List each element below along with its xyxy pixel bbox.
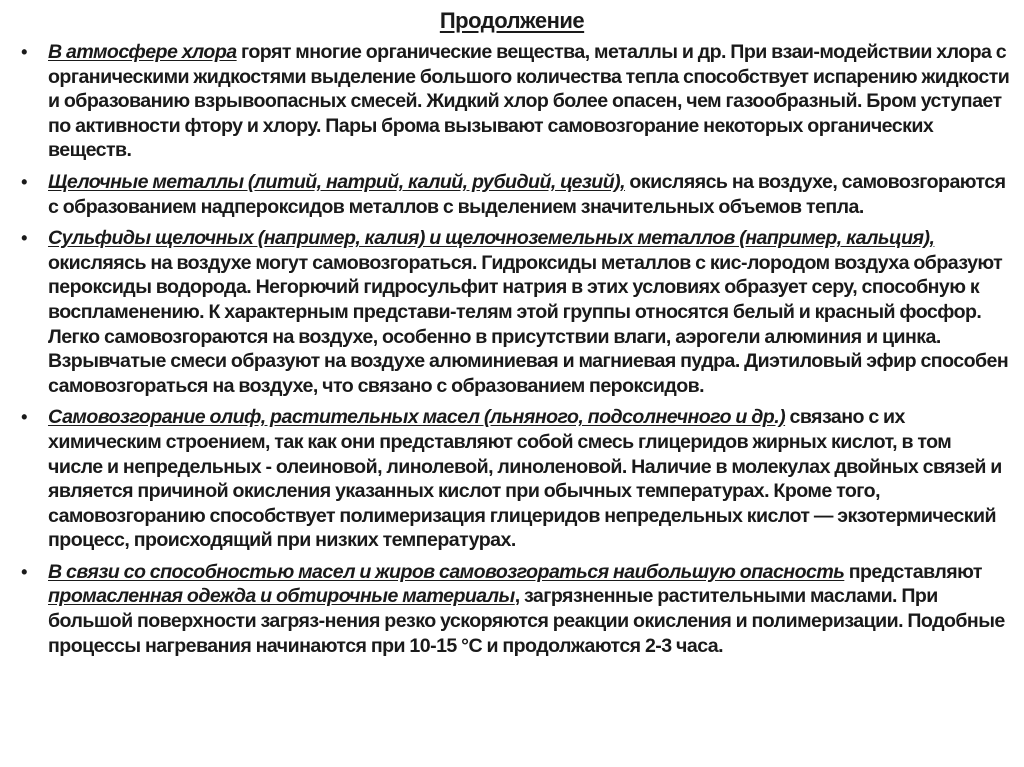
bullet-item-oiled-materials [14, 560, 1010, 658]
bullet-item-alkali-metals [14, 170, 1010, 219]
bullet-text: связано с их химическим строением, так как они представляют собой смесь глицеридов жирных кислот, в том числе и непредельных - олеиновой, линолевой, линоленовой. Наличие в молекулах двойных связей и является причиной окисления указанных кислот при обычных температурах. Кроме того, самовозгоранию способствует полимеризация глицеридов непредельных кислот — экзотермический процесс, происходящий при низких температурах. [48, 406, 1002, 552]
bullet-emphasis: Щелочные металлы (литий, натрий, калий, рубидий, цезий), [48, 170, 626, 193]
bullet-text: представляют [844, 560, 982, 583]
bullet-text: окисляясь на воздухе, самовозгораются с образованием надпероксидов металлов с выделением значительных объемов тепла. [48, 170, 1006, 218]
bullet-emphasis: В связи со способностью масел и жиров самовозгораться наибольшую опасность [48, 560, 845, 583]
bullet-dot-icon: • [21, 171, 27, 192]
bullet-list [14, 40, 1010, 665]
bullet-item-drying-oils [14, 405, 1010, 553]
bullet-emphasis: Сульфиды щелочных (например, калия) и щелочноземельных металлов (например, кальция), [48, 227, 935, 250]
bullet-dot-icon: • [21, 561, 27, 582]
bullet-emphasis: Самовозгорание олиф, растительных масел (льняного, подсолнечного и др.) [48, 406, 786, 429]
bullet-text: окисляясь на воздухе могут самовозгораться. Гидроксиды металлов с кис-лородом воздуха образуют пероксиды водорода. Негорючий гидросульфит натрия в этих условиях образует серу, способную к воспламенению. К характерным представи-телям этой группы относятся белый и красный фосфор. Легко самовозгораются на воздухе, особенно в присутствии влаги, аэрогели алюминия и цинка. Взрывчатые смеси образуют на воздухе алюминиевая и магниевая пудра. Диэтиловый эфир способен самовозгораться на воздухе, что связано с образованием пероксидов. [48, 251, 1009, 397]
bullet-item-chlorine [14, 40, 1010, 163]
bullet-text-secondary: , загрязненные растительными маслами. При большой поверхности загряз-нения резко ускоряются реакции окисления и полимеризации. Подобные процессы нагревания начинаются при 10-15 °С и продолжаются 2-3 часа. [48, 585, 1005, 657]
bullet-emphasis-secondary: промасленная одежда и обтирочные материалы [48, 585, 515, 608]
bullet-text: горят многие органические вещества, металлы и др. При взаи-модействии хлора с органическими жидкостями выделение большого количества тепла способствует испарению жидкости и образованию взрывоопасных смесей. Жидкий хлор более опасен, чем газообразный. Бром уступает по активности фтору и хлору. Пары брома вызывают самовозгорание некоторых органических веществ. [48, 41, 1010, 162]
bullet-dot-icon: • [21, 407, 27, 428]
bullet-item-sulfides [14, 226, 1010, 398]
slide-title-text: Продолжение [439, 8, 585, 33]
bullet-dot-icon: • [21, 228, 27, 249]
slide-title [0, 6, 1024, 36]
bullet-dot-icon: • [21, 42, 27, 62]
bullet-emphasis: В атмосфере хлора [48, 41, 237, 63]
